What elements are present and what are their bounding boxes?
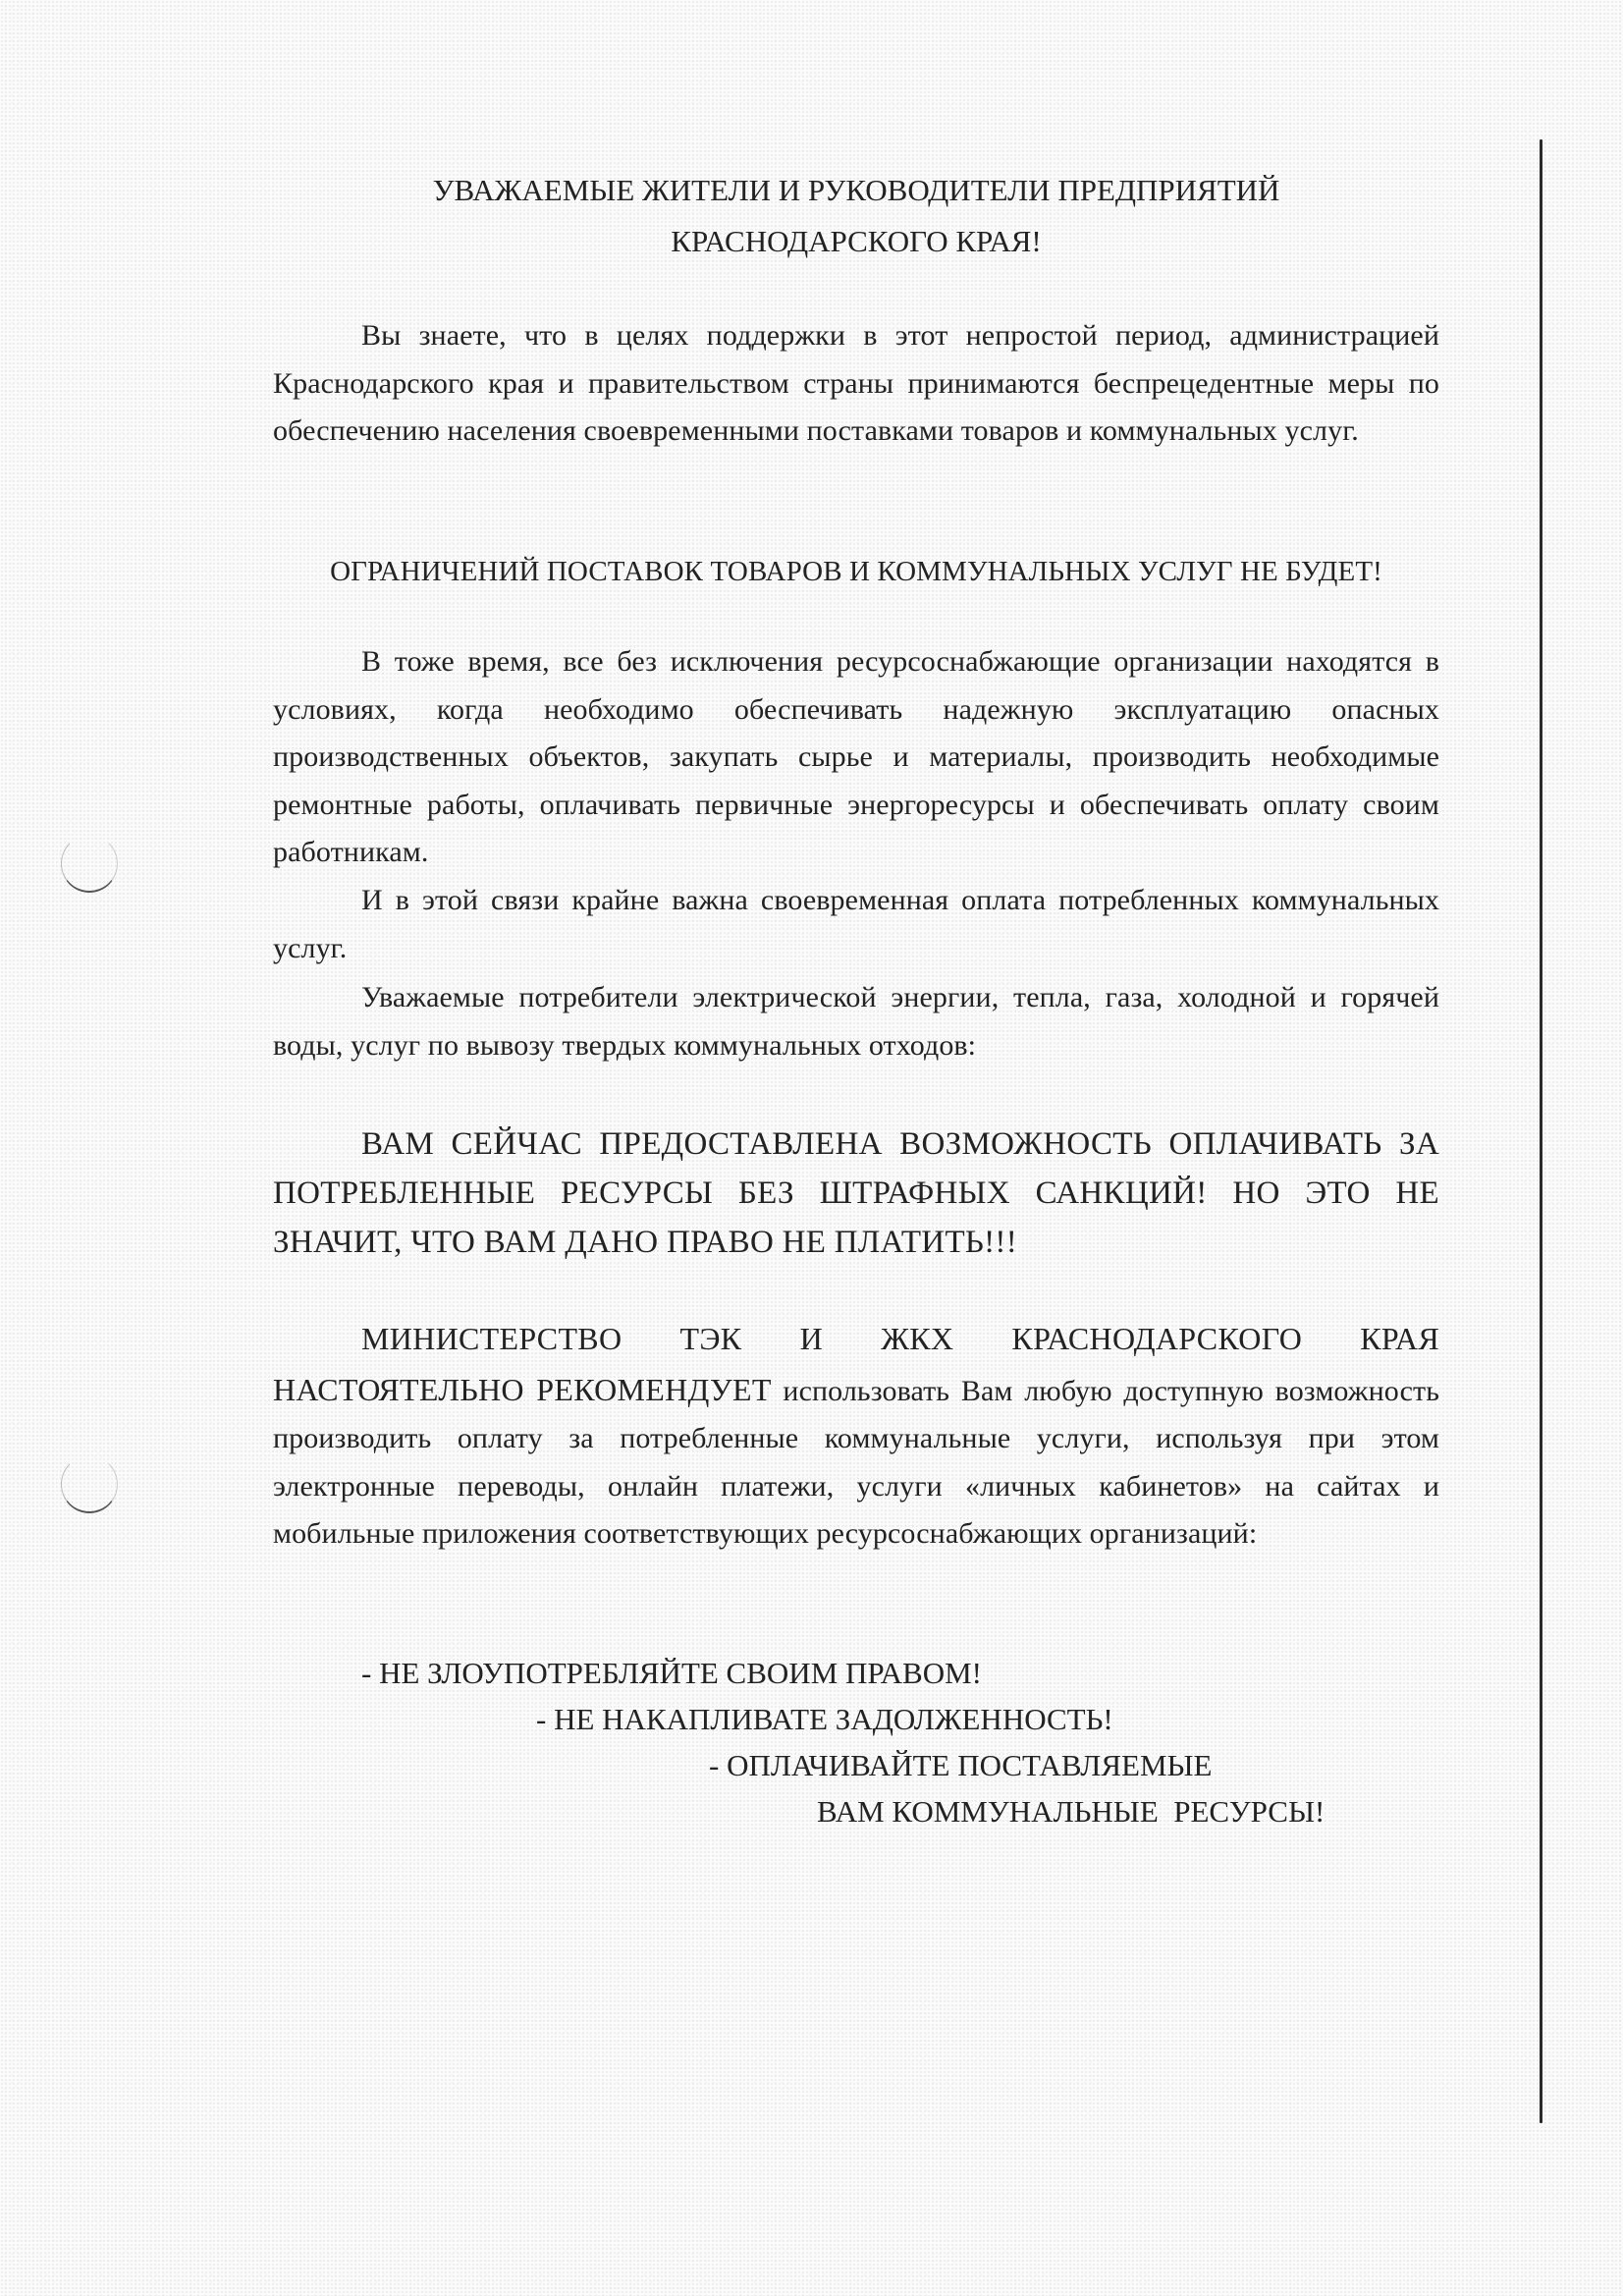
- paragraph-support-measures: Вы знаете, что в целях поддержки в этот непростой период, администрацией Краснодарского края и правительством страны принимаются беспрецедентные меры по обеспечению населения своевременными поставками товаров и коммунальных услуг.: [273, 319, 1439, 447]
- slogan-do-not-accumulate-debt: - НЕ НАКАПЛИВАТЕ ЗАДОЛЖЕННОСТЬ!: [536, 1702, 1113, 1736]
- slogan-do-not-abuse: - НЕ ЗЛОУПОТРЕБЛЯЙТЕ СВОИМ ПРАВОМ!: [361, 1656, 983, 1690]
- punch-hole-mark-bottom: [61, 1455, 118, 1513]
- margin-rule-line: [1540, 139, 1542, 2123]
- document-title: [273, 165, 1439, 267]
- slogan-pay-resources-line-2: ВАМ КОММУНАЛЬНЫЕ РЕСУРСЫ!: [817, 1794, 1325, 1829]
- title-line-2: КРАСНОДАРСКОГО КРАЯ!: [671, 224, 1042, 258]
- notice-no-restrictions: ОГРАНИЧЕНИЙ ПОСТАВОК ТОВАРОВ И КОММУНАЛЬНЫХ УСЛУГ НЕ БУДЕТ!: [330, 556, 1382, 587]
- ministry-rest-text: использовать Вам любую доступную возможность производить оплату за потребленные коммунальные услуги, используя при этом электронные переводы, онлайн платежи, услуги «личных кабинетов» на сайтах и мобильные приложения соответствующих ресурсоснабжающих организаций:: [273, 1374, 1439, 1550]
- paragraph-utility-conditions: В тоже время, все без исключения ресурсоснабжающие организации находятся в условиях, когда необходимо обеспечивать надежную эксплуатацию опасных производственных объектов, закупать сырье и материалы, производить необходимые ремонтные работы, оплачивать первичные энергоресурсы и обеспечивать оплату своим работникам.: [273, 645, 1439, 868]
- paragraph-ministry-recommends: [273, 1314, 1439, 1558]
- title-line-1: УВАЖАЕМЫЕ ЖИТЕЛИ И РУКОВОДИТЕЛИ ПРЕДПРИЯТИЙ: [432, 173, 1280, 207]
- emphasis-no-penalties: ВАМ СЕЙЧАС ПРЕДОСТАВЛЕНА ВОЗМОЖНОСТЬ ОПЛАЧИВАТЬ ЗА ПОТРЕБЛЕННЫЕ РЕСУРСЫ БЕЗ ШТРАФНЫХ САНКЦИЙ! НО ЭТО НЕ ЗНАЧИТ, ЧТО ВАМ ДАНО ПРАВО НЕ ПЛАТИТЬ!!!: [273, 1126, 1439, 1260]
- slogan-pay-resources-line-1: - ОПЛАЧИВАЙТЕ ПОСТАВЛЯЕМЫЕ: [709, 1748, 1213, 1782]
- punch-hole-mark-top: [61, 835, 118, 893]
- ministry-caps-text: МИНИСТЕРСТВО ТЭК И ЖКХ КРАСНОДАРСКОГО КРАЯ НАСТОЯТЕЛЬНО РЕКОМЕНДУЕТ: [273, 1321, 1439, 1407]
- paragraph-dear-consumers: Уважаемые потребители электрической энергии, тепла, газа, холодной и горячей воды, услуг по вывозу твердых коммунальных отходов:: [273, 981, 1439, 1062]
- paragraph-timely-payment: И в этой связи крайне важна своевременная оплата потребленных коммунальных услуг.: [273, 884, 1439, 964]
